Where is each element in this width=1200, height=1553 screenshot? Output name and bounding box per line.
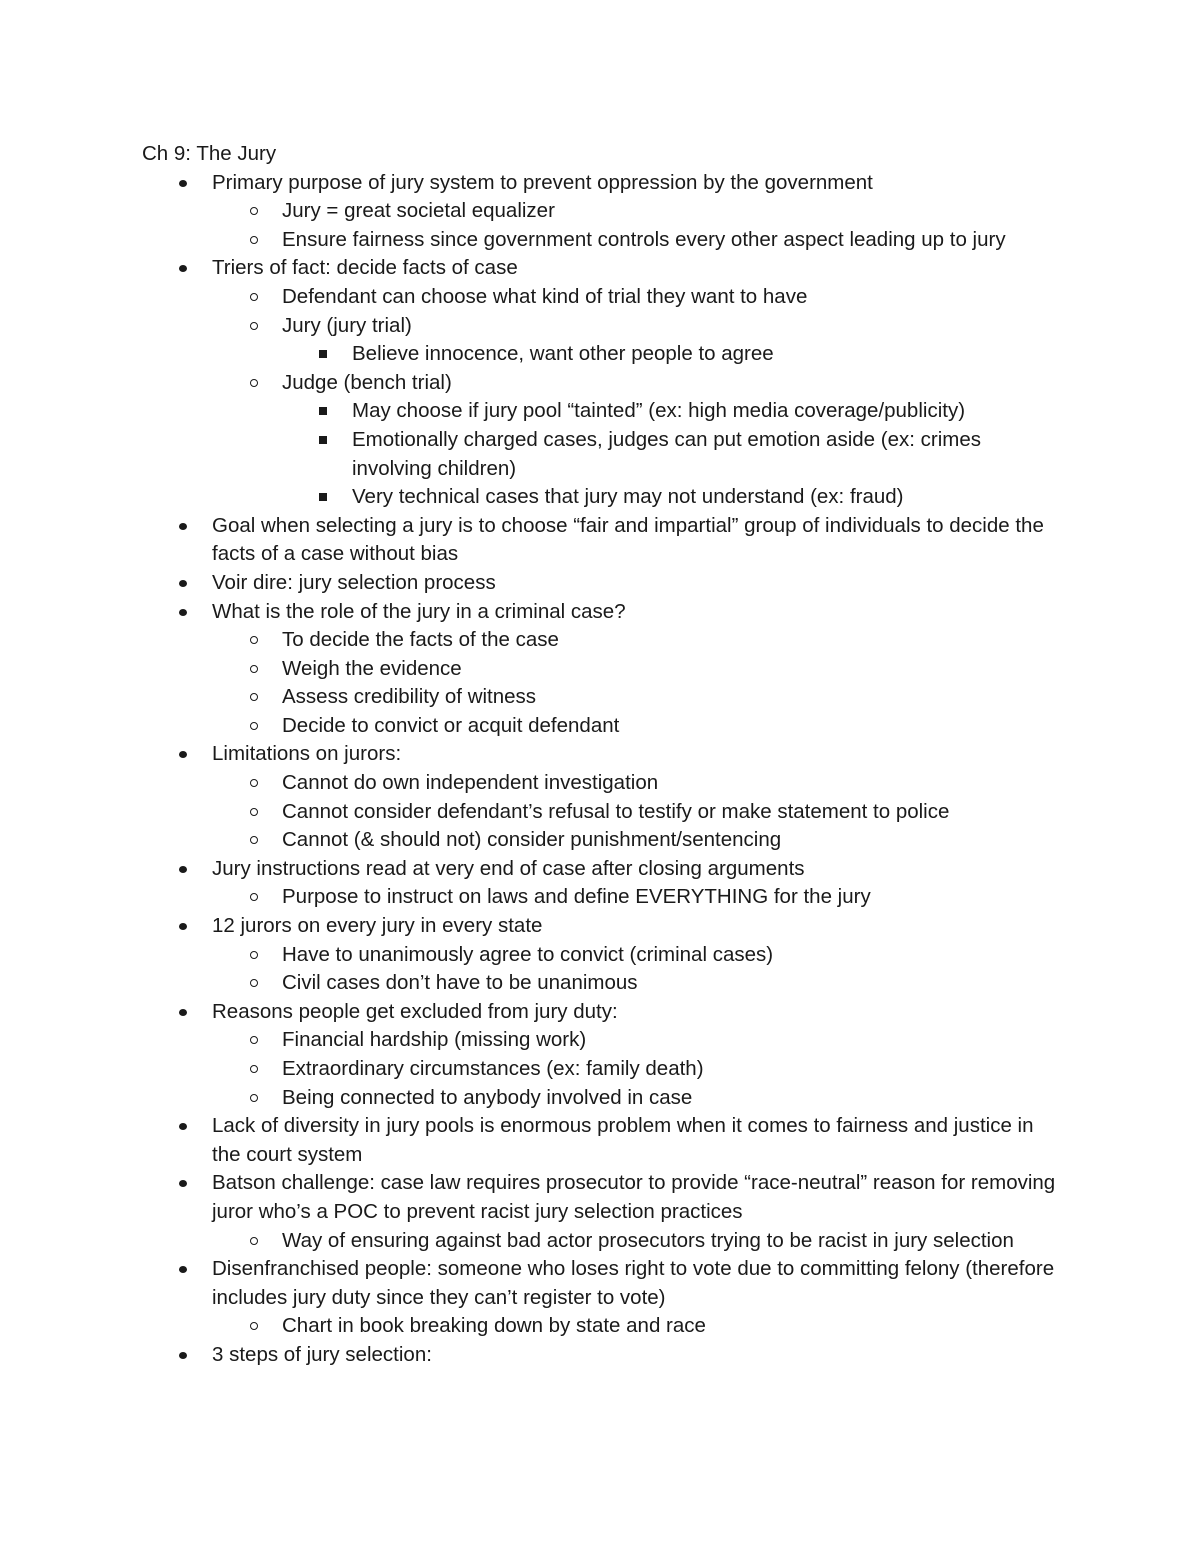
bullet-disc-icon [179, 1123, 187, 1130]
list-item [212, 712, 1062, 741]
sub-list [212, 283, 1062, 512]
list-item [282, 483, 1062, 512]
list-item [282, 426, 1062, 483]
list-item-text: 12 jurors on every jury in every state [212, 914, 543, 938]
bullet-circle-icon [250, 951, 258, 959]
bullet-circle-icon [250, 379, 258, 387]
bullet-disc-icon [179, 580, 187, 587]
bullet-circle-icon [250, 636, 258, 644]
list-item-text: Limitations on jurors: [212, 742, 402, 766]
list-item-text: Emotionally charged cases, judges can put emotion aside (ex: crimes involving children) [352, 427, 981, 480]
list-item-text: Disenfranchised people: someone who loses right to vote due to committing felony (therefore includes jury duty since they can’t register to vote) [212, 1257, 1055, 1309]
bullet-disc-icon [179, 609, 187, 616]
bullet-disc-icon [179, 1266, 187, 1273]
list-item-text: Purpose to instruct on laws and define EVERYTHING for the jury [282, 885, 871, 909]
bullet-circle-icon [250, 1322, 258, 1330]
list-item-text: Assess credibility of witness [282, 685, 537, 709]
list-item-text: Jury instructions read at very end of case after closing arguments [212, 856, 805, 880]
list-item [142, 1169, 1062, 1255]
bullet-circle-icon [250, 1237, 258, 1245]
page-title: Ch 9: The Jury [142, 142, 277, 165]
list-item [142, 254, 1062, 511]
bullet-square-icon [319, 493, 327, 501]
bullet-disc-icon [179, 1352, 187, 1359]
list-item [282, 397, 1062, 426]
list-item [212, 769, 1062, 798]
list-item [212, 1227, 1062, 1256]
list-item [142, 912, 1062, 998]
list-item [212, 1026, 1062, 1055]
list-item [142, 569, 1062, 598]
list-item-text: To decide the facts of the case [282, 628, 559, 652]
list-item-text: Extraordinary circumstances (ex: family death) [282, 1057, 704, 1080]
sub-list [212, 626, 1062, 740]
list-item [212, 969, 1062, 998]
list-item-text: Cannot (& should not) consider punishment/sentencing [282, 828, 782, 852]
list-item [212, 1055, 1062, 1084]
bullet-disc-icon [179, 1009, 187, 1016]
sub-list [212, 883, 1062, 912]
list-item-text: Jury = great societal equalizer [282, 199, 555, 223]
list-item-text: Judge (bench trial) [282, 370, 452, 394]
list-item [142, 1255, 1062, 1341]
bullet-circle-icon [250, 322, 258, 330]
notes-document [142, 140, 1062, 1370]
list-item-text: Way of ensuring against bad actor prosecutors trying to be racist in jury selection [282, 1228, 1014, 1252]
list-item-text: Voir dire: jury selection process [212, 570, 496, 594]
list-item [142, 169, 1062, 255]
list-item [212, 312, 1062, 369]
list-item [142, 740, 1062, 854]
sub-list [282, 340, 1062, 369]
list-item-text: Have to unanimously agree to convict (criminal cases) [282, 942, 774, 966]
list-item-text: Cannot do own independent investigation [282, 771, 659, 795]
bullet-circle-icon [250, 665, 258, 673]
list-item [142, 598, 1062, 741]
bullet-circle-icon [250, 293, 258, 301]
list-item [212, 283, 1062, 312]
bullet-circle-icon [250, 236, 258, 244]
bullet-square-icon [319, 436, 327, 444]
bullet-square-icon [319, 350, 327, 358]
sub-list [212, 941, 1062, 998]
sub-list [282, 397, 1062, 511]
list-item [212, 798, 1062, 827]
list-item-text: Triers of fact: decide facts of case [212, 256, 518, 280]
list-item-text: What is the role of the jury in a criminal case? [212, 599, 626, 623]
bullet-disc-icon [179, 265, 187, 272]
list-item-text: Very technical cases that jury may not understand (ex: fraud) [352, 485, 904, 509]
bullet-disc-icon [179, 180, 187, 187]
list-item-text: Jury (jury trial) [282, 313, 412, 337]
list-item [212, 683, 1062, 712]
list-item-text: Reasons people get excluded from jury duty: [212, 999, 618, 1023]
list-item-text: Civil cases don’t have to be unanimous [282, 971, 638, 995]
list-item [212, 655, 1062, 684]
sub-list [212, 1227, 1062, 1256]
bullet-circle-icon [250, 1065, 258, 1073]
list-item [142, 512, 1062, 569]
bullet-disc-icon [179, 923, 187, 930]
list-item-text: 3 steps of jury selection: [212, 1342, 432, 1366]
bullet-square-icon [319, 407, 327, 415]
list-item [212, 883, 1062, 912]
bullet-disc-icon [179, 751, 187, 758]
sub-list [212, 769, 1062, 855]
bullet-circle-icon [250, 693, 258, 701]
bullet-circle-icon [250, 808, 258, 816]
list-item [142, 1341, 1062, 1370]
list-item-text: Defendant can choose what kind of trial they want to have [282, 284, 808, 308]
list-item [212, 1084, 1062, 1113]
list-item-text: May choose if jury pool “tainted” (ex: high media coverage/publicity) [352, 399, 966, 423]
list-item-text: Goal when selecting a jury is to choose “fair and impartial” group of individuals to decide the facts of a case without bias [212, 513, 1044, 566]
bullet-circle-icon [250, 207, 258, 215]
list-item-text: Weigh the evidence [282, 656, 462, 680]
sub-list [212, 1312, 1062, 1341]
list-item-text: Primary purpose of jury system to prevent oppression by the government [212, 170, 873, 194]
list-item [212, 226, 1062, 255]
list-item [212, 369, 1062, 512]
list-item [212, 626, 1062, 655]
list-item [212, 826, 1062, 855]
list-item-text: Batson challenge: case law requires prosecutor to provide “race-neutral” reason for removing juror who’s a POC to prevent racist jury selection practices [212, 1171, 1056, 1223]
list-item [212, 197, 1062, 226]
sub-list [212, 1026, 1062, 1112]
list-item-text: Being connected to anybody involved in case [282, 1085, 693, 1109]
list-item-text: Decide to convict or acquit defendant [282, 713, 620, 737]
sub-list [212, 197, 1062, 254]
list-item [142, 1112, 1062, 1169]
list-item [142, 855, 1062, 912]
list-item-text: Believe innocence, want other people to agree [352, 342, 774, 366]
list-item-text: Chart in book breaking down by state and race [282, 1314, 706, 1338]
bullet-disc-icon [179, 1180, 187, 1187]
bullet-disc-icon [179, 523, 187, 530]
list-item [142, 998, 1062, 1112]
bullet-circle-icon [250, 979, 258, 987]
list-item [212, 1312, 1062, 1341]
bullet-list [142, 169, 1062, 1370]
list-item-text: Financial hardship (missing work) [282, 1028, 587, 1052]
bullet-circle-icon [250, 722, 258, 730]
list-item-text: Lack of diversity in jury pools is enormous problem when it comes to fairness and justice in the court system [212, 1114, 1034, 1166]
bullet-circle-icon [250, 893, 258, 901]
list-item [282, 340, 1062, 369]
bullet-circle-icon [250, 1094, 258, 1102]
list-item-text: Ensure fairness since government controls every other aspect leading up to jury [282, 227, 1006, 251]
bullet-circle-icon [250, 836, 258, 844]
bullet-circle-icon [250, 1036, 258, 1044]
list-item [212, 941, 1062, 970]
bullet-circle-icon [250, 779, 258, 787]
list-item-text: Cannot consider defendant’s refusal to testify or make statement to police [282, 799, 950, 823]
bullet-disc-icon [179, 866, 187, 873]
